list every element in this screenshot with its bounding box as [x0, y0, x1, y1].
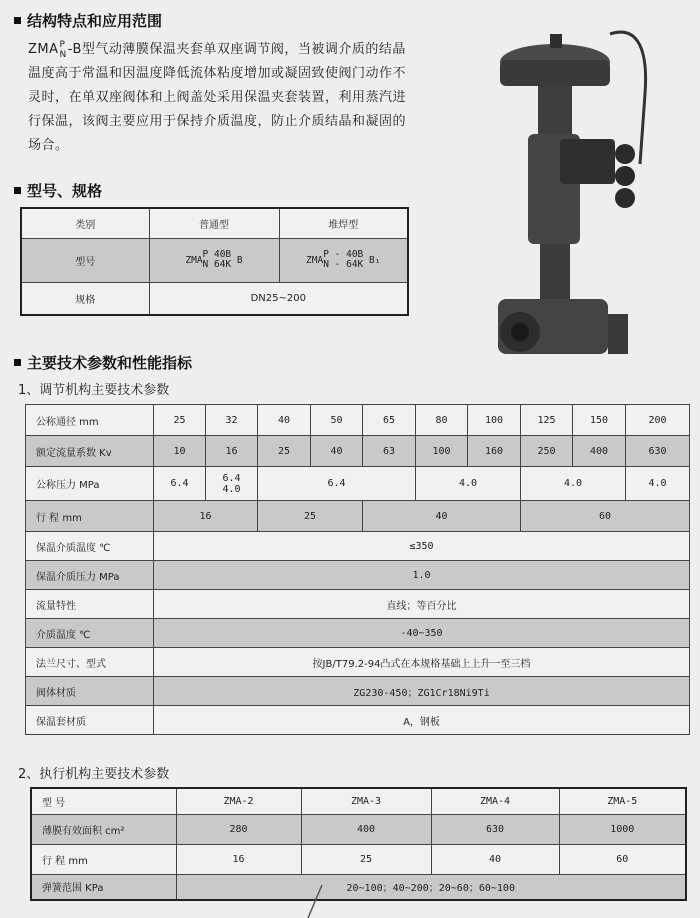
cell-body: ZG230-450；ZG1Cr18Ni9Ti	[154, 677, 690, 706]
cell-flange: 按JB/T79.2-94凸式在本规格基础上上升一至三档	[154, 648, 690, 677]
cell-dn: 65	[363, 405, 416, 436]
table-row	[26, 648, 690, 677]
cell-jacket-pressure: 1.0	[154, 561, 690, 590]
header-normal: 普通型	[149, 208, 279, 238]
cell-pn: 6.4	[258, 467, 416, 501]
row-label-actuator-travel: 行 程 mm	[31, 844, 176, 874]
subtitle-regulating-mechanism: 1、调节机构主要技术参数	[18, 383, 170, 398]
cell-dn: 150	[573, 405, 626, 436]
table-row	[31, 844, 686, 874]
cell-actuator-travel: 40	[431, 844, 559, 874]
table-row	[31, 788, 686, 814]
row-label-area: 薄膜有效面积 cm²	[31, 814, 176, 844]
cell-kv: 100	[416, 436, 468, 467]
table-row	[26, 532, 690, 561]
row-label-body: 阀体材质	[26, 677, 154, 706]
weld-model-bottom: N - 64K	[323, 259, 364, 270]
row-label-flange: 法兰尺寸、型式	[26, 648, 154, 677]
row-label-travel: 行 程 mm	[26, 501, 154, 532]
cell-dn: 25	[154, 405, 206, 436]
row-label-actuator-model: 型 号	[31, 788, 176, 814]
cell-travel: 40	[363, 501, 521, 532]
row-label-jacket-material: 保温套材质	[26, 706, 154, 735]
weld-model-top: P - 40B	[323, 249, 364, 260]
cell-kv: 40	[311, 436, 363, 467]
cell-area: 1000	[559, 814, 686, 844]
weld-model-stack	[323, 250, 363, 270]
cell-kv: 10	[154, 436, 206, 467]
header-type: 类别	[21, 208, 149, 238]
para-frac-bottom: N	[59, 49, 67, 60]
header-weld: 堆焊型	[279, 208, 408, 238]
cell-actuator-model: ZMA-4	[431, 788, 559, 814]
pen-mark-icon	[300, 885, 330, 918]
normal-model-pre: ZMA	[185, 254, 203, 266]
valve-photo	[490, 14, 700, 374]
cell-pn: 4.0	[521, 467, 626, 501]
cell-area: 400	[301, 814, 431, 844]
cell-travel: 16	[154, 501, 258, 532]
pn-top: 6.4	[222, 472, 241, 484]
section-title-model-spec	[14, 180, 102, 201]
cell-dn: 32	[206, 405, 258, 436]
cell-kv: 16	[206, 436, 258, 467]
table-row	[26, 467, 690, 501]
pn-bottom: 4.0	[222, 483, 241, 495]
cell-jacket-material: A，钢板	[154, 706, 690, 735]
features-paragraph	[28, 38, 410, 158]
cell-actuator-model: ZMA-5	[559, 788, 686, 814]
row-label-kv: 额定流量系数 Kv	[26, 436, 154, 467]
actuator-params-table	[30, 787, 687, 901]
table-row	[26, 677, 690, 706]
weld-model-pre: ZMA	[306, 254, 324, 266]
table-row	[26, 706, 690, 735]
cell-flow: 直线；等百分比	[154, 590, 690, 619]
normal-model-code	[149, 238, 279, 282]
row-label-spring: 弹簧范围 KPa	[31, 874, 176, 900]
table-row	[31, 874, 686, 900]
row-label-spec: 规格	[21, 282, 149, 315]
section-title-features	[14, 10, 162, 31]
cell-area: 280	[176, 814, 301, 844]
cell-medium-temp: -40~350	[154, 619, 690, 648]
cell-dn: 200	[626, 405, 690, 436]
cell-pn: 6.4	[154, 467, 206, 501]
cell-kv: 250	[521, 436, 573, 467]
cell-spring: 20~100；40~200；20~60；60~100	[176, 874, 686, 900]
para-frac-top: P	[59, 39, 66, 50]
para-rest: -B型气动薄膜保温夹套单双座调节阀，当被调介质的结晶温度高于常温和因温度降低流体粘度增加或凝固致使阀门动作不灵时，在单双座阀体和上阀盖处采用保温夹套装置，利用蒸汽进行保温，该阀主要应用于保持介质温度，防止介质结晶和凝固的场合。	[28, 42, 407, 153]
row-label-medium-temp: 介质温度 ℃	[26, 619, 154, 648]
subtitle-actuator: 2、执行机构主要技术参数	[18, 767, 170, 782]
table-row	[21, 238, 408, 282]
row-label-jacket-temp: 保温介质温度 ℃	[26, 532, 154, 561]
cell-kv: 400	[573, 436, 626, 467]
section-title-tech-params	[14, 352, 192, 373]
cell-travel: 25	[258, 501, 363, 532]
cell-pn: 4.0	[416, 467, 521, 501]
section-title-tech-params-text: 主要技术参数和性能指标	[27, 354, 193, 372]
table-row	[26, 436, 690, 467]
table-row	[21, 282, 408, 315]
normal-model-stack	[203, 250, 232, 270]
row-label-flow: 流量特性	[26, 590, 154, 619]
normal-model-suffix: B	[236, 254, 243, 266]
table-row	[26, 619, 690, 648]
model-spec-table	[20, 207, 409, 316]
normal-model-bottom: N 64K	[202, 259, 232, 270]
cell-actuator-model: ZMA-2	[176, 788, 301, 814]
cell-dn: 100	[468, 405, 521, 436]
cell-dn: 40	[258, 405, 311, 436]
cell-dn: 125	[521, 405, 573, 436]
cell-kv: 63	[363, 436, 416, 467]
bullet-square-icon	[14, 187, 21, 194]
row-label-pn: 公称压力 MPa	[26, 467, 154, 501]
weld-model-suffix: B₁	[369, 254, 381, 266]
cell-actuator-travel: 60	[559, 844, 686, 874]
section-title-model-spec-text: 型号、规格	[27, 182, 103, 200]
cell-kv: 160	[468, 436, 521, 467]
cell-area: 630	[431, 814, 559, 844]
normal-model-top: P 40B	[202, 249, 232, 260]
pn-stack	[222, 473, 240, 495]
table-row	[21, 208, 408, 238]
weld-model-code	[279, 238, 408, 282]
cell-pn	[206, 467, 258, 501]
section-title-features-text: 结构特点和应用范围	[27, 12, 163, 30]
para-lead: ZMA	[28, 42, 59, 57]
table-row	[31, 814, 686, 844]
row-label-jacket-pressure: 保温介质压力 MPa	[26, 561, 154, 590]
bullet-square-icon	[14, 17, 21, 24]
cell-actuator-model: ZMA-3	[301, 788, 431, 814]
para-fraction	[60, 40, 67, 60]
table-row	[26, 590, 690, 619]
regulating-params-table	[25, 404, 690, 735]
spec-value: DN25~200	[149, 282, 408, 315]
table-row	[26, 561, 690, 590]
cell-dn: 80	[416, 405, 468, 436]
cell-travel: 60	[521, 501, 690, 532]
table-row	[26, 405, 690, 436]
cell-kv: 25	[258, 436, 311, 467]
cell-kv: 630	[626, 436, 690, 467]
row-label-model: 型号	[21, 238, 149, 282]
table-row	[26, 501, 690, 532]
cell-actuator-travel: 25	[301, 844, 431, 874]
cell-pn: 4.0	[626, 467, 690, 501]
cell-actuator-travel: 16	[176, 844, 301, 874]
row-label-dn: 公称通径 mm	[26, 405, 154, 436]
cell-dn: 50	[311, 405, 363, 436]
cell-jacket-temp: ≤350	[154, 532, 690, 561]
bullet-square-icon	[14, 359, 21, 366]
